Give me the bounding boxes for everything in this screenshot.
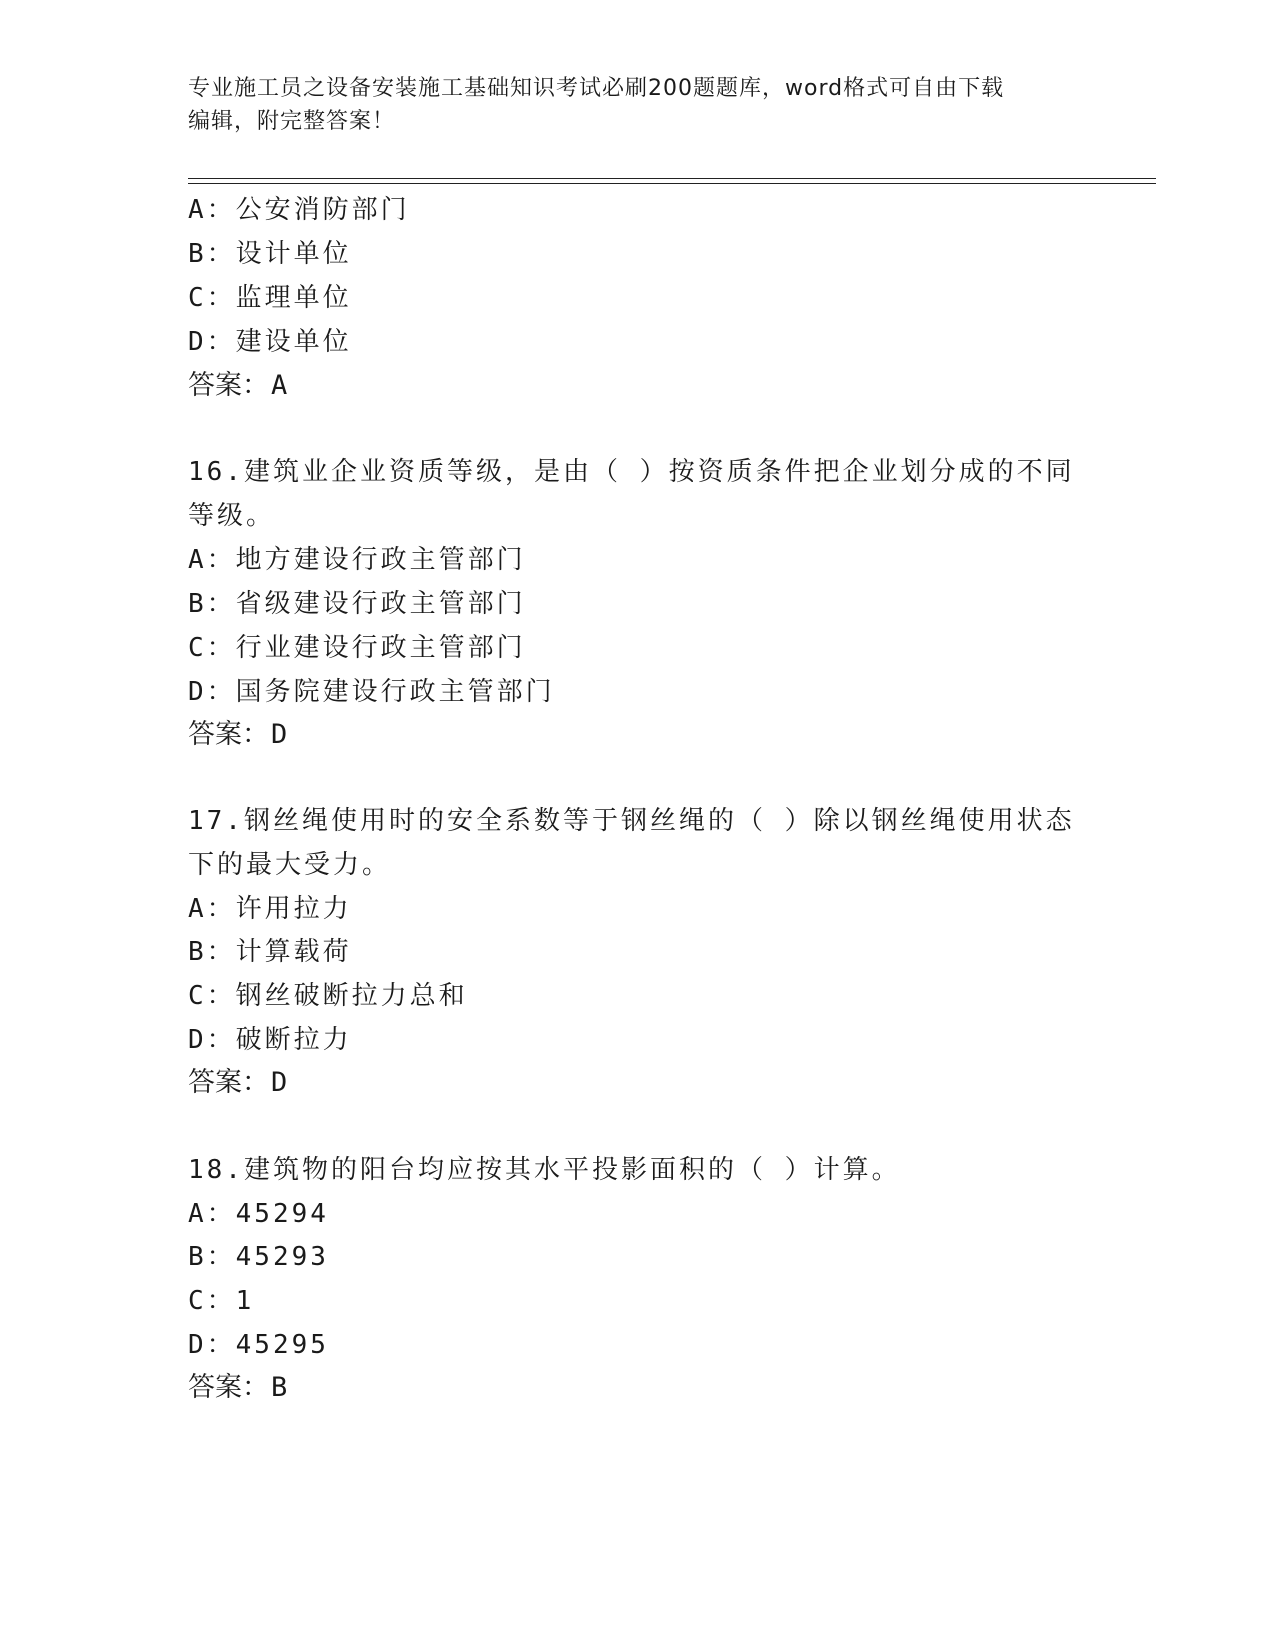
q18-option-d: D：45295 (188, 1330, 329, 1360)
q17-question-line-2: 下的最大受力。 (188, 850, 392, 880)
q16-question-line-1: 16.建筑业企业资质等级，是由（ ）按资质条件把企业划分成的不同 (188, 457, 1075, 487)
q17-answer (188, 1066, 287, 1100)
q16-answer (188, 718, 287, 752)
q18-answer (188, 1371, 287, 1405)
answer-label: 答案： (188, 1067, 269, 1098)
header-divider-top (188, 178, 1156, 179)
q15-option-c: C：监理单位 (188, 283, 352, 313)
answer-value: D (271, 1067, 288, 1098)
q15-option-a: A：公安消防部门 (188, 195, 410, 225)
q17-question-line-1: 17.钢丝绳使用时的安全系数等于钢丝绳的（ ）除以钢丝绳使用状态 (188, 806, 1075, 836)
q16-question-line-2: 等级。 (188, 501, 276, 531)
answer-label: 答案： (188, 719, 269, 750)
q16-option-c: C：行业建设行政主管部门 (188, 633, 526, 663)
q16-option-b: B：省级建设行政主管部门 (188, 589, 526, 619)
document-header (188, 72, 1068, 138)
header-line-2: 编辑，附完整答案！ (188, 109, 396, 134)
answer-label: 答案： (188, 370, 269, 401)
q18-option-c: C：1 (188, 1286, 255, 1316)
q17-option-d: D：破断拉力 (188, 1025, 352, 1055)
q15-option-b: B：设计单位 (188, 239, 352, 269)
q17-option-b: B：计算载荷 (188, 937, 352, 967)
q16-option-d: D：国务院建设行政主管部门 (188, 677, 555, 707)
answer-value: B (271, 1372, 288, 1403)
q18-option-b: B：45293 (188, 1242, 329, 1272)
q15-option-d: D：建设单位 (188, 327, 352, 357)
q18-option-a: A：45294 (188, 1199, 329, 1229)
header-line-1: 专业施工员之设备安装施工基础知识考试必刷200题题库，word格式可自由下载 (188, 76, 1005, 101)
q16-option-a: A：地方建设行政主管部门 (188, 545, 526, 575)
q17-option-c: C：钢丝破断拉力总和 (188, 981, 468, 1011)
answer-value: D (271, 719, 288, 750)
answer-value: A (271, 370, 288, 401)
q18-question-line-1: 18.建筑物的阳台均应按其水平投影面积的（ ）计算。 (188, 1155, 901, 1185)
answer-label: 答案： (188, 1372, 269, 1403)
q17-option-a: A：许用拉力 (188, 894, 352, 924)
header-divider-bottom (188, 183, 1156, 184)
q15-answer (188, 369, 287, 403)
